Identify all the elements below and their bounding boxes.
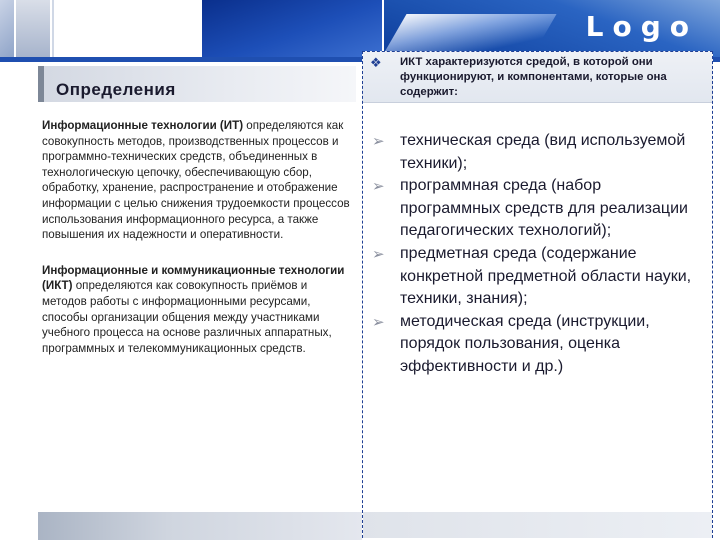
definitions-column [42, 118, 352, 376]
list-item [372, 311, 702, 379]
list-item [372, 130, 702, 175]
arrow-bullet-icon: ➢ [372, 245, 385, 263]
title-accent [38, 66, 44, 102]
definition-it-term: Информационные технологии (ИТ) [42, 119, 244, 132]
list-item-text: программная среда (набор программных средств для реализации педагогических технологий); [400, 177, 688, 240]
list-item-text: техническая среда (вид используемой техники); [400, 132, 686, 172]
page-title: Определения [56, 80, 176, 99]
list-item-text: предметная среда (содержание конкретной предметной области науки, техники, знания); [400, 244, 692, 308]
ict-components-list [372, 130, 702, 379]
definition-it-body: определяются как совокупность методов, производственных процессов и программно-технических средств, объединенных в технологическую цепочку, обеспечивающую сбор, обработку, хранение, распространение и отображение информации с целью снижения трудоемкости процессов использования информационного ресурса, а также повышения их надежности и оперативности. [42, 119, 350, 242]
diamond-bullet-icon: ❖ [370, 55, 382, 70]
list-item [372, 243, 702, 311]
definition-ict-body: определяются как совокупность приёмов и методов работы с информационными ресурсами, способы организации общения между участниками учебного процесса на основе различных аппаратных, программных и телекоммуникационных средств. [42, 279, 332, 355]
footer-strip [38, 512, 362, 540]
header-decor-block [52, 0, 202, 57]
list-item-text: методическая среда (инструкции, порядок пользования, оценка эффективности и др.) [400, 312, 650, 375]
arrow-bullet-icon: ➢ [372, 133, 385, 150]
header-decor-block [202, 0, 382, 57]
list-item [372, 175, 702, 243]
logo: Logo [585, 10, 698, 43]
definition-ict-term: Информационные и коммуникационные технологии (ИКТ) [42, 263, 345, 293]
definition-it [42, 118, 352, 243]
header-decor-block [0, 0, 14, 57]
definition-ict [42, 263, 352, 357]
footer-strip-right [363, 512, 712, 538]
header-light-streak [383, 14, 556, 54]
ict-intro-text: ИКТ характеризуются средой, в которой они функционируют, и компонентами, которые она содержит: [400, 56, 667, 99]
header-decor-block [16, 0, 50, 57]
arrow-bullet-icon: ➢ [372, 313, 385, 331]
arrow-bullet-icon: ➢ [372, 178, 385, 196]
